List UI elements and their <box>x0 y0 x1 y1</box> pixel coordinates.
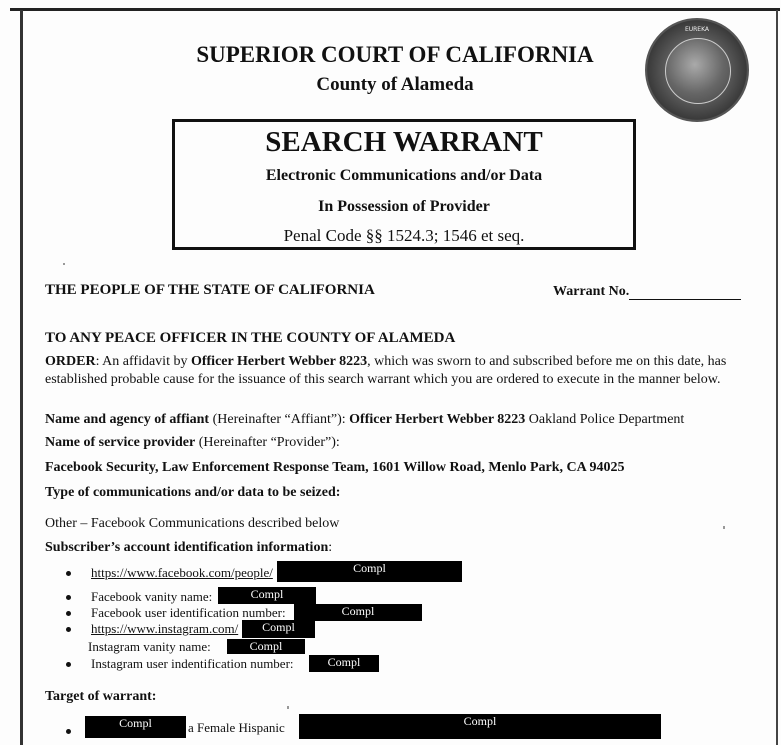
court-county: County of Alameda <box>316 74 474 95</box>
affiant-label: Name and agency of affiant <box>45 412 210 427</box>
warrant-subtitle-2: In Possession of Provider <box>318 198 490 215</box>
communications-value: Other – Facebook Communications described below <box>45 516 340 531</box>
subscriber-label: Subscriber’s account identification information <box>45 540 329 555</box>
facebook-vanity-label: Facebook vanity name: <box>91 589 213 604</box>
bullet-icon <box>66 611 71 616</box>
court-title: SUPERIOR COURT OF CALIFORNIA <box>196 42 594 67</box>
provider-line <box>45 435 340 451</box>
warrant-number-blank <box>629 286 741 300</box>
redaction-bar: Compl <box>218 587 316 604</box>
instagram-uid-label: Instagram user indentification number: <box>91 656 294 671</box>
warrant-number <box>553 284 741 300</box>
facebook-people-link[interactable]: https://www.facebook.com/people/ <box>91 565 273 580</box>
provider-label: Name of service provider <box>45 435 196 450</box>
redaction-bar: Compl <box>242 620 315 638</box>
people-heading: THE PEOPLE OF THE STATE OF CALIFORNIA <box>45 282 375 298</box>
warrant-number-label: Warrant No. <box>553 284 630 299</box>
page-border-left <box>20 10 23 745</box>
facebook-uid-label: Facebook user identification number: <box>91 605 286 620</box>
instagram-vanity-label: Instagram vanity name: <box>88 639 211 654</box>
scan-speck <box>287 706 289 709</box>
court-seal <box>645 18 749 122</box>
order-text: : An affidavit by <box>95 354 191 369</box>
redaction-bar: Compl <box>277 561 462 582</box>
order-officer: Officer Herbert Webber 8223 <box>190 354 368 369</box>
redaction-bar: Compl <box>309 655 379 672</box>
provider-paren: (Hereinafter “Provider”): <box>195 435 340 450</box>
affiant-line <box>45 412 684 428</box>
affiant-agency: Oakland Police Department <box>525 412 685 427</box>
seal-emblem-icon <box>665 38 731 104</box>
officer-heading: TO ANY PEACE OFFICER IN THE COUNTY OF ALAMEDA <box>45 330 456 346</box>
page-border-top <box>10 8 780 11</box>
target-label: Target of warrant: <box>45 689 157 704</box>
order-label: ORDER <box>45 354 96 369</box>
warrant-title-box <box>172 119 636 250</box>
bullet-icon <box>66 571 71 576</box>
order-line-1 <box>45 354 726 370</box>
seal-text: EUREKA <box>684 26 710 33</box>
bullet-icon <box>66 627 71 632</box>
scan-speck <box>63 263 65 265</box>
bullet-icon <box>66 595 71 600</box>
affiant-officer: Officer Herbert Webber 8223 <box>349 412 526 427</box>
subscriber-colon: : <box>328 540 333 555</box>
bullet-icon <box>66 662 71 667</box>
instagram-link[interactable]: https://www.instagram.com/ <box>91 621 239 636</box>
redaction-bar: Compl <box>85 716 186 738</box>
communications-label: Type of communications and/or data to be seized: <box>45 485 341 500</box>
page-border-right <box>776 10 778 745</box>
scan-speck <box>723 526 725 529</box>
order-line-2: established probable cause for the issuance of this search warrant which you are ordered to execute in the manner below. <box>45 372 721 387</box>
penal-code: Penal Code §§ 1524.3; 1546 et seq. <box>283 226 525 245</box>
warrant-title: SEARCH WARRANT <box>265 126 543 158</box>
bullet-icon <box>66 729 71 734</box>
target-description: a Female Hispanic <box>188 720 285 735</box>
redaction-bar: Compl <box>294 604 422 621</box>
provider-address: Facebook Security, Law Enforcement Response Team, 1601 Willow Road, Menlo Park, CA 94025 <box>45 460 625 475</box>
subscriber-heading <box>45 540 332 556</box>
order-text: , which was sworn to and subscribed before me on this date, has <box>367 354 727 369</box>
warrant-subtitle-1: Electronic Communications and/or Data <box>265 167 543 184</box>
redaction-bar: Compl <box>227 639 305 654</box>
redaction-bar: Compl <box>299 714 661 739</box>
affiant-paren: (Hereinafter “Affiant”): <box>209 412 350 427</box>
